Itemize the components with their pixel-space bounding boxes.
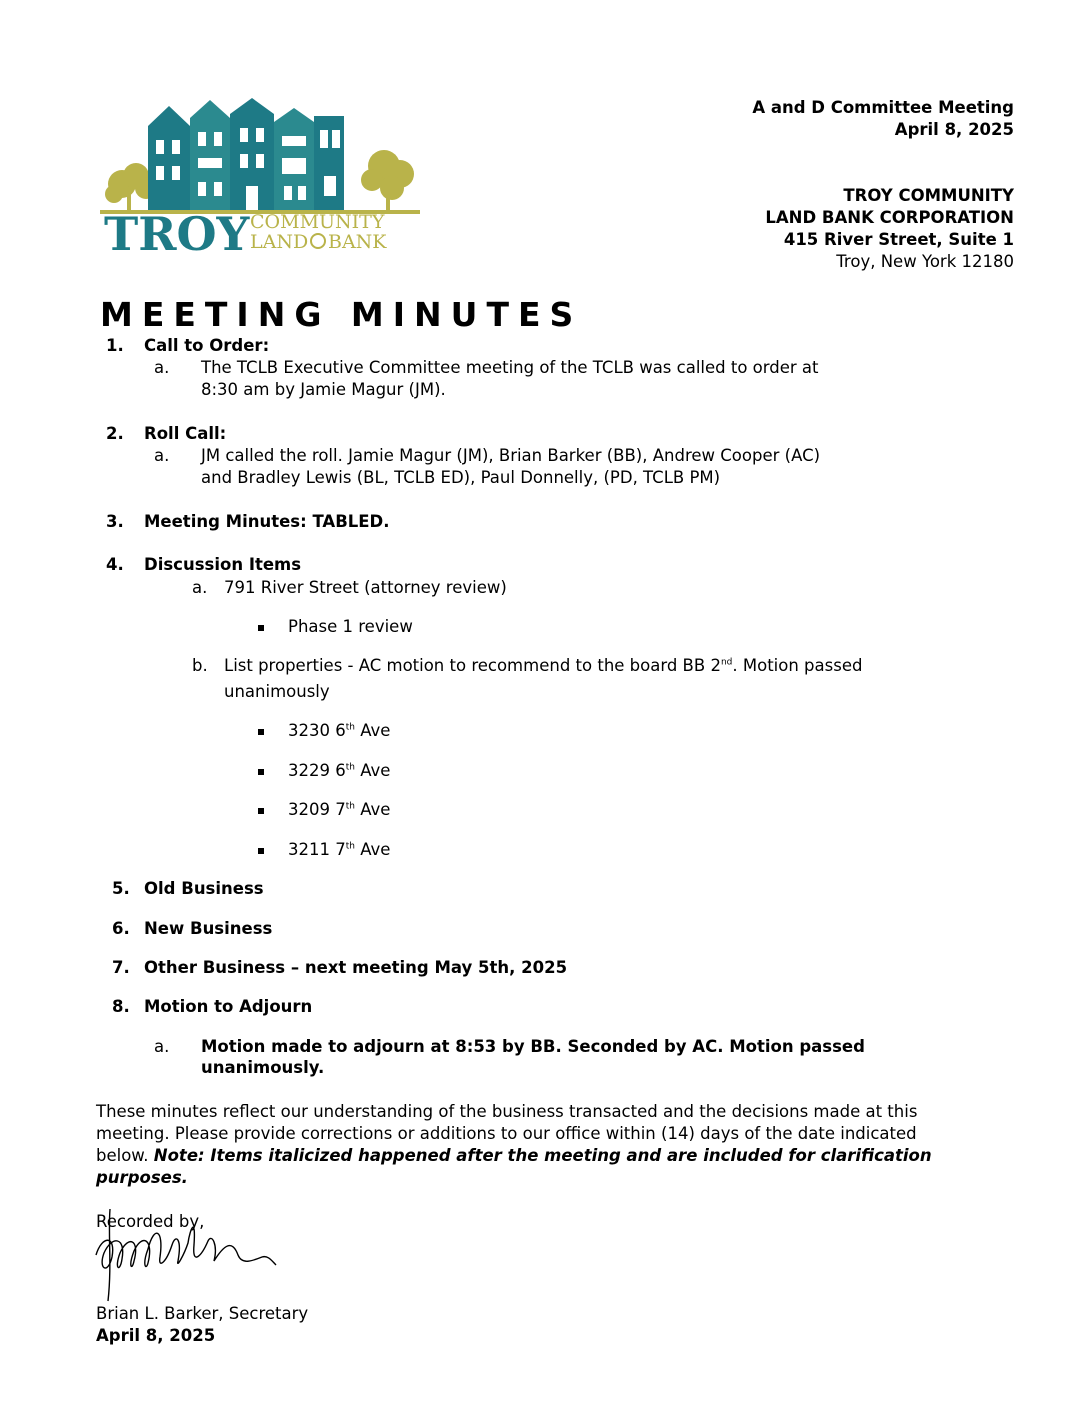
org-name-line1: TROY COMMUNITY bbox=[843, 186, 1014, 205]
bullet-icon bbox=[258, 840, 264, 859]
call-to-order-text-line2: 8:30 am by Jamie Magur (JM). bbox=[201, 380, 446, 399]
logo-word-bank: BANK bbox=[328, 231, 387, 253]
bullet-text: Phase 1 review bbox=[288, 617, 413, 636]
item-number: 3. bbox=[106, 512, 124, 531]
recorded-by-label: Recorded by, bbox=[96, 1212, 205, 1231]
item-number: 7. bbox=[112, 958, 130, 977]
signature-date: April 8, 2025 bbox=[96, 1326, 216, 1345]
bullet-icon bbox=[258, 761, 264, 780]
disclaimer-line2: meeting. Please provide corrections or additions to our office within (14) days of the date indicated bbox=[96, 1124, 917, 1143]
item-number: 2. bbox=[106, 424, 124, 443]
letterhead bbox=[752, 97, 1014, 273]
org-name-line2: LAND BANK CORPORATION bbox=[765, 208, 1014, 227]
property-item: 3230 6th Ave bbox=[288, 721, 391, 740]
signer-name: Brian L. Barker, Secretary bbox=[96, 1304, 309, 1323]
logo-word-troy: TROY bbox=[104, 207, 250, 256]
right-tree-icon bbox=[361, 150, 414, 214]
sub-marker: a. bbox=[192, 578, 208, 597]
disclaimer-line1: These minutes reflect our understanding of the business transacted and the decisions made at this bbox=[96, 1102, 918, 1121]
adjourn-motion-text: Motion made to adjourn at 8:53 by BB. Seconded by AC. Motion passed bbox=[201, 1037, 865, 1056]
sub-marker: a. bbox=[154, 1037, 170, 1056]
property-item: 3229 6th Ave bbox=[288, 761, 391, 780]
sub-marker: b. bbox=[192, 656, 208, 675]
item-number: 5. bbox=[112, 879, 130, 898]
sub-marker: a. bbox=[154, 358, 170, 377]
item-heading-motion-to-adjourn: Motion to Adjourn bbox=[144, 997, 313, 1016]
discussion-item-b: List properties - AC motion to recommend to the board BB 2nd. Motion passed bbox=[224, 656, 863, 675]
meeting-name: A and D Committee Meeting bbox=[752, 98, 1014, 117]
meeting-date: April 8, 2025 bbox=[894, 120, 1014, 139]
rowhouses-icon bbox=[148, 98, 344, 214]
bullet-icon bbox=[258, 617, 264, 636]
address-line2: Troy, New York 12180 bbox=[836, 252, 1014, 271]
roll-call-text: JM called the roll. Jamie Magur (JM), Brian Barker (BB), Andrew Cooper (AC) bbox=[201, 446, 821, 465]
address-line1: 415 River Street, Suite 1 bbox=[783, 230, 1014, 249]
logo-word-community: COMMUNITY bbox=[250, 211, 385, 233]
logo-word-land: LAND bbox=[250, 231, 309, 253]
item-heading-discussion-items: Discussion Items bbox=[144, 555, 302, 574]
item-heading-old-business: Old Business bbox=[144, 879, 264, 898]
item-number: 1. bbox=[106, 336, 124, 355]
property-item: 3209 7th Ave bbox=[288, 800, 391, 819]
discussion-item-a: 791 River Street (attorney review) bbox=[224, 578, 507, 597]
item-number: 4. bbox=[106, 555, 124, 574]
handwritten-signature bbox=[92, 1205, 282, 1305]
discussion-item-b-line2: unanimously bbox=[224, 682, 330, 701]
disclaimer-line3: below. Note: Items italicized happened after the meeting and are included for clarification purposes. bbox=[96, 1146, 932, 1187]
item-heading-meeting-minutes: Meeting Minutes: TABLED. bbox=[144, 512, 390, 531]
call-to-order-text: The TCLB Executive Committee meeting of the TCLB was called to order at bbox=[201, 358, 819, 377]
property-item: 3211 7th Ave bbox=[288, 840, 391, 859]
italic-note: Note: Items italicized happened after the meeting and are included for clarification purposes. bbox=[96, 1146, 932, 1187]
item-number: 8. bbox=[112, 997, 130, 1016]
item-heading-new-business: New Business bbox=[144, 919, 273, 938]
roll-call-text-line2: and Bradley Lewis (BL, TCLB ED), Paul Donnelly, (PD, TCLB PM) bbox=[201, 468, 721, 487]
item-heading-call-to-order: Call to Order: bbox=[144, 336, 270, 355]
item-number: 6. bbox=[112, 919, 130, 938]
item-heading-other-business: Other Business – next meeting May 5th, 2025 bbox=[144, 958, 568, 977]
item-heading-roll-call: Roll Call: bbox=[144, 424, 227, 443]
logo-tree-mark-icon bbox=[311, 234, 325, 248]
bullet-icon bbox=[258, 721, 264, 740]
page-title: MEETING MINUTES bbox=[100, 295, 583, 334]
adjourn-motion-text-line2: unanimously. bbox=[201, 1058, 325, 1077]
sub-marker: a. bbox=[154, 446, 170, 465]
troy-land-bank-logo bbox=[100, 96, 430, 256]
bullet-icon bbox=[258, 800, 264, 819]
